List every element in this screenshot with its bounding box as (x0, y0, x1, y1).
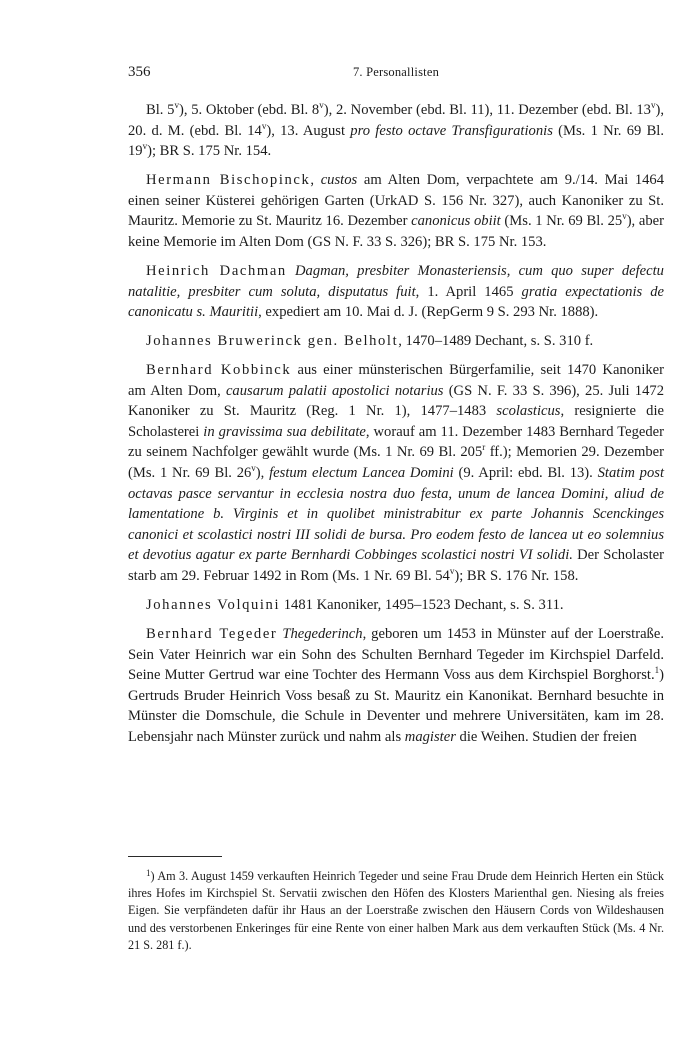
latin-phrase: pro festo octave Transfigurationis (350, 122, 553, 139)
text-segment: Gertruds Bruder Heinrich Voss besaß zu St. Mauritz ein Kanonikat. Bernhard besuchte in Münster die Domschule, die Schule in Deventer und mehrere Universitäten, kam im 28. Lebensjahr nach Münster zurück und nahm als (128, 687, 664, 745)
text-segment: die Weihen. Studien der freien (455, 728, 637, 745)
entry-paragraph (128, 331, 664, 352)
text-segment: (9. April: ebd. Bl. 13). (453, 465, 598, 482)
folio-side: v (449, 566, 455, 577)
text-segment: ff.); Memorien 29. Dezember (Ms. 1 Nr. 69 Bl. 26 (128, 444, 664, 482)
latin-phrase: magister (404, 728, 456, 745)
text-segment: ), aber keine Memorie im Alten Dom (GS N. F. 33 S. 326); BR S. 175 Nr. 153. (128, 213, 664, 250)
text-segment: ), 5. Oktober (ebd. Bl. 8 (178, 102, 320, 118)
text-segment: Bl. 5 (146, 102, 175, 118)
footnote-paren: ) (150, 869, 155, 883)
folio-side: v (261, 120, 267, 131)
entry-paragraph (128, 360, 664, 587)
latin-phrase: Thegederinch (282, 626, 363, 642)
footnote-separator (128, 856, 222, 857)
footnote-marker: 1 (146, 868, 151, 878)
text-segment: (Ms. 1 Nr. 69 Bl. 25 (500, 213, 623, 230)
text-segment: ), 2. November (ebd. Bl. 11), 11. Dezember (ebd. Bl. 13 (323, 102, 651, 118)
latin-phrase: Dagman, presbiter Monasteriensis, cum quo super defectu natalitie, presbiter cum soluta, disputatus fuit (128, 262, 664, 300)
text-segment: ), (255, 465, 270, 482)
text-segment: , (310, 172, 321, 189)
running-head: 7. Personallisten (352, 65, 440, 79)
latin-phrase: scolasticus (496, 403, 561, 420)
entry-paragraph (128, 624, 664, 748)
text-segment: , geboren um 1453 in Münster auf der Loerstraße. Sein Vater Heinrich war ein Sohn des Schulten Bernhard Tegeder im Kirchspiel Darfeld. Seine Mutter Gertrud war eine Tochter des Hermann Voss aus dem Kirchspiel Borghorst. (128, 626, 664, 684)
text-segment: aus einer münsterischen Bürgerfamilie, seit 1470 Kanoniker am Alten Dom, (128, 362, 665, 399)
footnote-ref-paren: ) (659, 667, 664, 684)
folio-side: v (142, 141, 148, 152)
text-segment: , 1470–1489 Dechant, s. S. 310 f. (398, 333, 594, 350)
text-segment: ); BR S. 176 Nr. 158. (454, 568, 579, 585)
person-name: Bernhard Kobbinck (146, 362, 292, 379)
latin-phrase: causarum palatii apostolici notarius (225, 382, 444, 399)
person-name: Bernhard Tegeder (146, 626, 278, 642)
latin-phrase: gratia expectationis de canonicatu s. Mauritii (128, 283, 665, 321)
latin-phrase: custos (320, 172, 358, 189)
page-header (128, 62, 664, 82)
folio-side: v (251, 463, 256, 474)
footnote-ref-number: 1 (654, 665, 660, 676)
text-segment: , resignierte die Scholasterei (128, 403, 664, 440)
person-name: Johannes Volquini (146, 597, 281, 614)
folio-side: v (174, 100, 179, 111)
folio-side: v (650, 100, 656, 111)
text-segment: , 1. April 1465 (415, 283, 522, 300)
text-segment: ), 13. August (266, 122, 351, 139)
person-name: Hermann Bischopinck (146, 172, 311, 189)
text-segment: am Alten Dom, verpachtete am 9./14. Mai 1464 einen seiner Küsterei gehörigen Garten (UrkAD S. 156 Nr. 327), auch Kanoniker zu St. Mauritz. Memorie zu St. Mauritz 16. Dezember (128, 172, 665, 230)
text-segment: Der Scholaster starb am 29. Februar 1492 in Rom (Ms. 1 Nr. 69 Bl. 54 (128, 547, 664, 585)
entry-paragraph (128, 100, 664, 162)
text-segment: ), 20. d. M. (ebd. Bl. 14 (128, 102, 664, 139)
entry-paragraph (128, 261, 664, 323)
text-segment: 1481 Kanoniker, 1495–1523 Dechant, s. S. 311. (280, 597, 564, 614)
entry-paragraph (128, 595, 664, 616)
text-segment: (GS N. F. 33 S. 396), 25. Juli 1472 Kanoniker zu St. Mauritz (Reg. 1 Nr. 1), 1477–1483 (128, 382, 664, 420)
folio-side: r (482, 442, 486, 453)
page-number: 356 (128, 64, 151, 80)
latin-phrase: festum electum Lancea Domini (269, 465, 454, 482)
latin-phrase: Statim post octavas pasce servantur in ecclesia nostra duo festa, unum de lancea Domini, aliud de lamentatione b. Virginis et in quolibet ministrabitur ex parte Johannis Scenckinges canonici et scolastici nostri III solidi de bursa. Pro eodem festo de lancea ut eo solemnius et devotius agatur ex parte Bernhardi Cobbinges scolastici nostri VI solidi. (128, 465, 665, 564)
text-segment (287, 263, 295, 279)
latin-phrase: in gravissima sua debilitate (203, 423, 366, 440)
footnote-text: Am 3. August 1459 verkauften Heinrich Tegeder und seine Frau Drude dem Heinrich Herten ein Stück ihres Hofes im Kirchspiel St. Servatii zwischen den Höfen des Klosters Marienthal gen. Niesing als freies Eigen. Sie verpfändeten dafür ihr Haus an der Loerstraße zwischen den Häusern Cords von Wildeshausen und des verstorbenen Enkeringes für eine Rente von einer halben Mark aus dem verkauften Stück (Ms. 4 Nr. 21 S. 281 f.). (128, 869, 664, 952)
latin-phrase: canonicus obiit (411, 213, 501, 230)
folio-side: v (319, 100, 324, 111)
person-name: Heinrich Dachman (146, 262, 287, 279)
entry-paragraph (128, 170, 664, 252)
text-segment: ); BR S. 175 Nr. 154. (147, 143, 272, 160)
text-segment: , expediert am 10. Mai d. J. (RepGerm 9 S. 293 Nr. 1888). (258, 304, 599, 321)
footnote (128, 865, 664, 954)
footnote-ref (655, 667, 664, 683)
text-segment: , worauf am 11. Dezember 1483 Bernhard Tegeder zu seinem Nachfolger gewählt wurde (Ms. 1 Nr. 69 Bl. 205 (128, 423, 664, 461)
folio-side: v (622, 211, 627, 222)
body-text (128, 100, 664, 756)
text-segment: (Ms. 1 Nr. 69 Bl. 19 (128, 122, 664, 160)
person-name: Johannes Bruwerinck gen. Belholt (146, 333, 399, 350)
